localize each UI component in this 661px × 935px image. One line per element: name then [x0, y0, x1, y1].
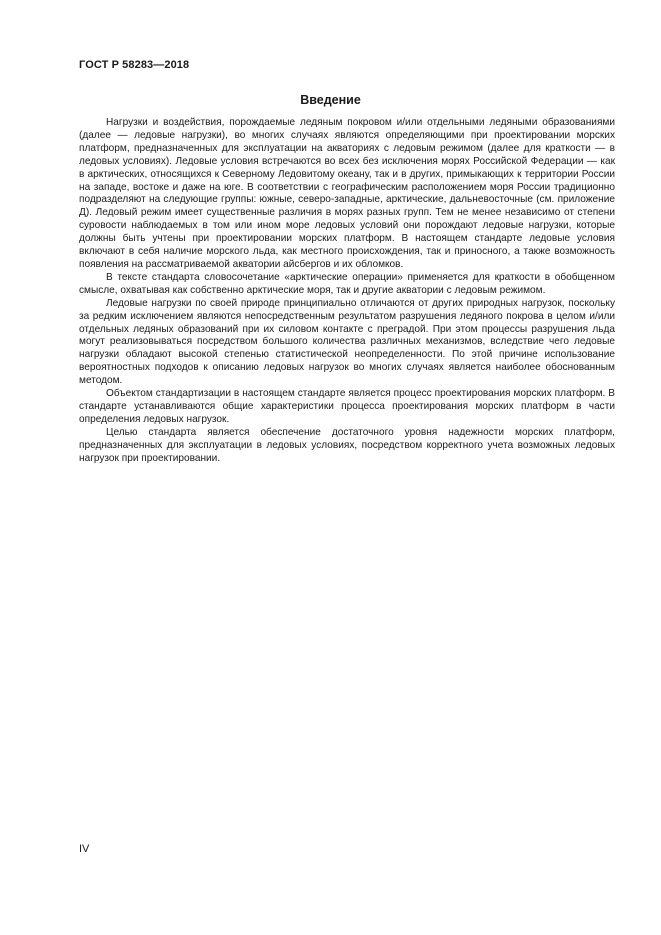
paragraph-ice-loads: Нагрузки и воздействия, порождаемые ледяным покровом и/или отдельными ледяными образованиями (далее — ледовые нагрузки), во многих случаях являются определяющими при проектировании морских платформ, предназначенных для эксплуатации на акваториях с ледовым режимом (далее для краткости — в ледовых условиях). Ледовые условия встречаются во всех без исключения морях Российской Федерации — как в арктических, относящихся к Северному Ледовитому океану, так и в других, примыкающих к территории России на западе, востоке и даже на юге. В соответствии с географическим расположением моря России традиционно подразделяют на следующие группы: южные, северо-западные, арктические, дальневосточные (см. приложение Д). Ледовый режим имеет существенные различия в морях разных групп. Тем не менее независимо от степени суровости наблюдаемых в том или ином море ледовых условий они порождают ледовые нагрузки, которые должны быть учтены при проектировании морских платформ. В настоящем стандарте ледовые условия включают в себя наличие морского льда, как местного происхождения, так и приносного, а также возможность появления на рассматриваемой акватории айсбергов и их обломков. — [79, 117, 615, 270]
standard-designation: ГОСТ Р 58283—2018 — [79, 59, 190, 71]
paragraph-purpose-of-standard: Целью стандарта является обеспечение достаточного уровня надежности морских платформ, предназначенных для эксплуатации в ледовых условиях, посредством корректного учета возможных ледовых нагрузок при проектировании. — [79, 426, 615, 464]
paragraph-object-of-standard: Объектом стандартизации в настоящем стандарте является процесс проектирования морских платформ. В стандарте устанавливаются общие характеристики процесса проектирования морских платформ в части определения ледовых нагрузок. — [79, 388, 615, 425]
paragraph-arctic-operations: В тексте стандарта словосочетание «арктические операции» применяется для краткости в обобщенном смысле, охватывая как собственно арктические моря, так и другие акватории с ледовым режимом. — [79, 271, 615, 296]
introduction-body — [79, 117, 615, 465]
section-title: Введение — [300, 93, 361, 107]
paragraph-nature-of-loads: Ледовые нагрузки по своей природе принципиально отличаются от других природных нагрузок, поскольку за редким исключением являются непосредственным результатом разрушения ледяного покрова в целом и/или отдельных ледяных образований при их силовом контакте с преградой. При этом процессы разрушения льда могут реализовываться посредством большого количества различных механизмов, вследствие чего ледовые нагрузки обладают высокой степенью статистической неопределенности. По этой причине использование вероятностных подходов к описанию ледовых нагрузок во многих случаях является наиболее обоснованным методом. — [79, 297, 615, 387]
page-number: IV — [79, 843, 90, 855]
